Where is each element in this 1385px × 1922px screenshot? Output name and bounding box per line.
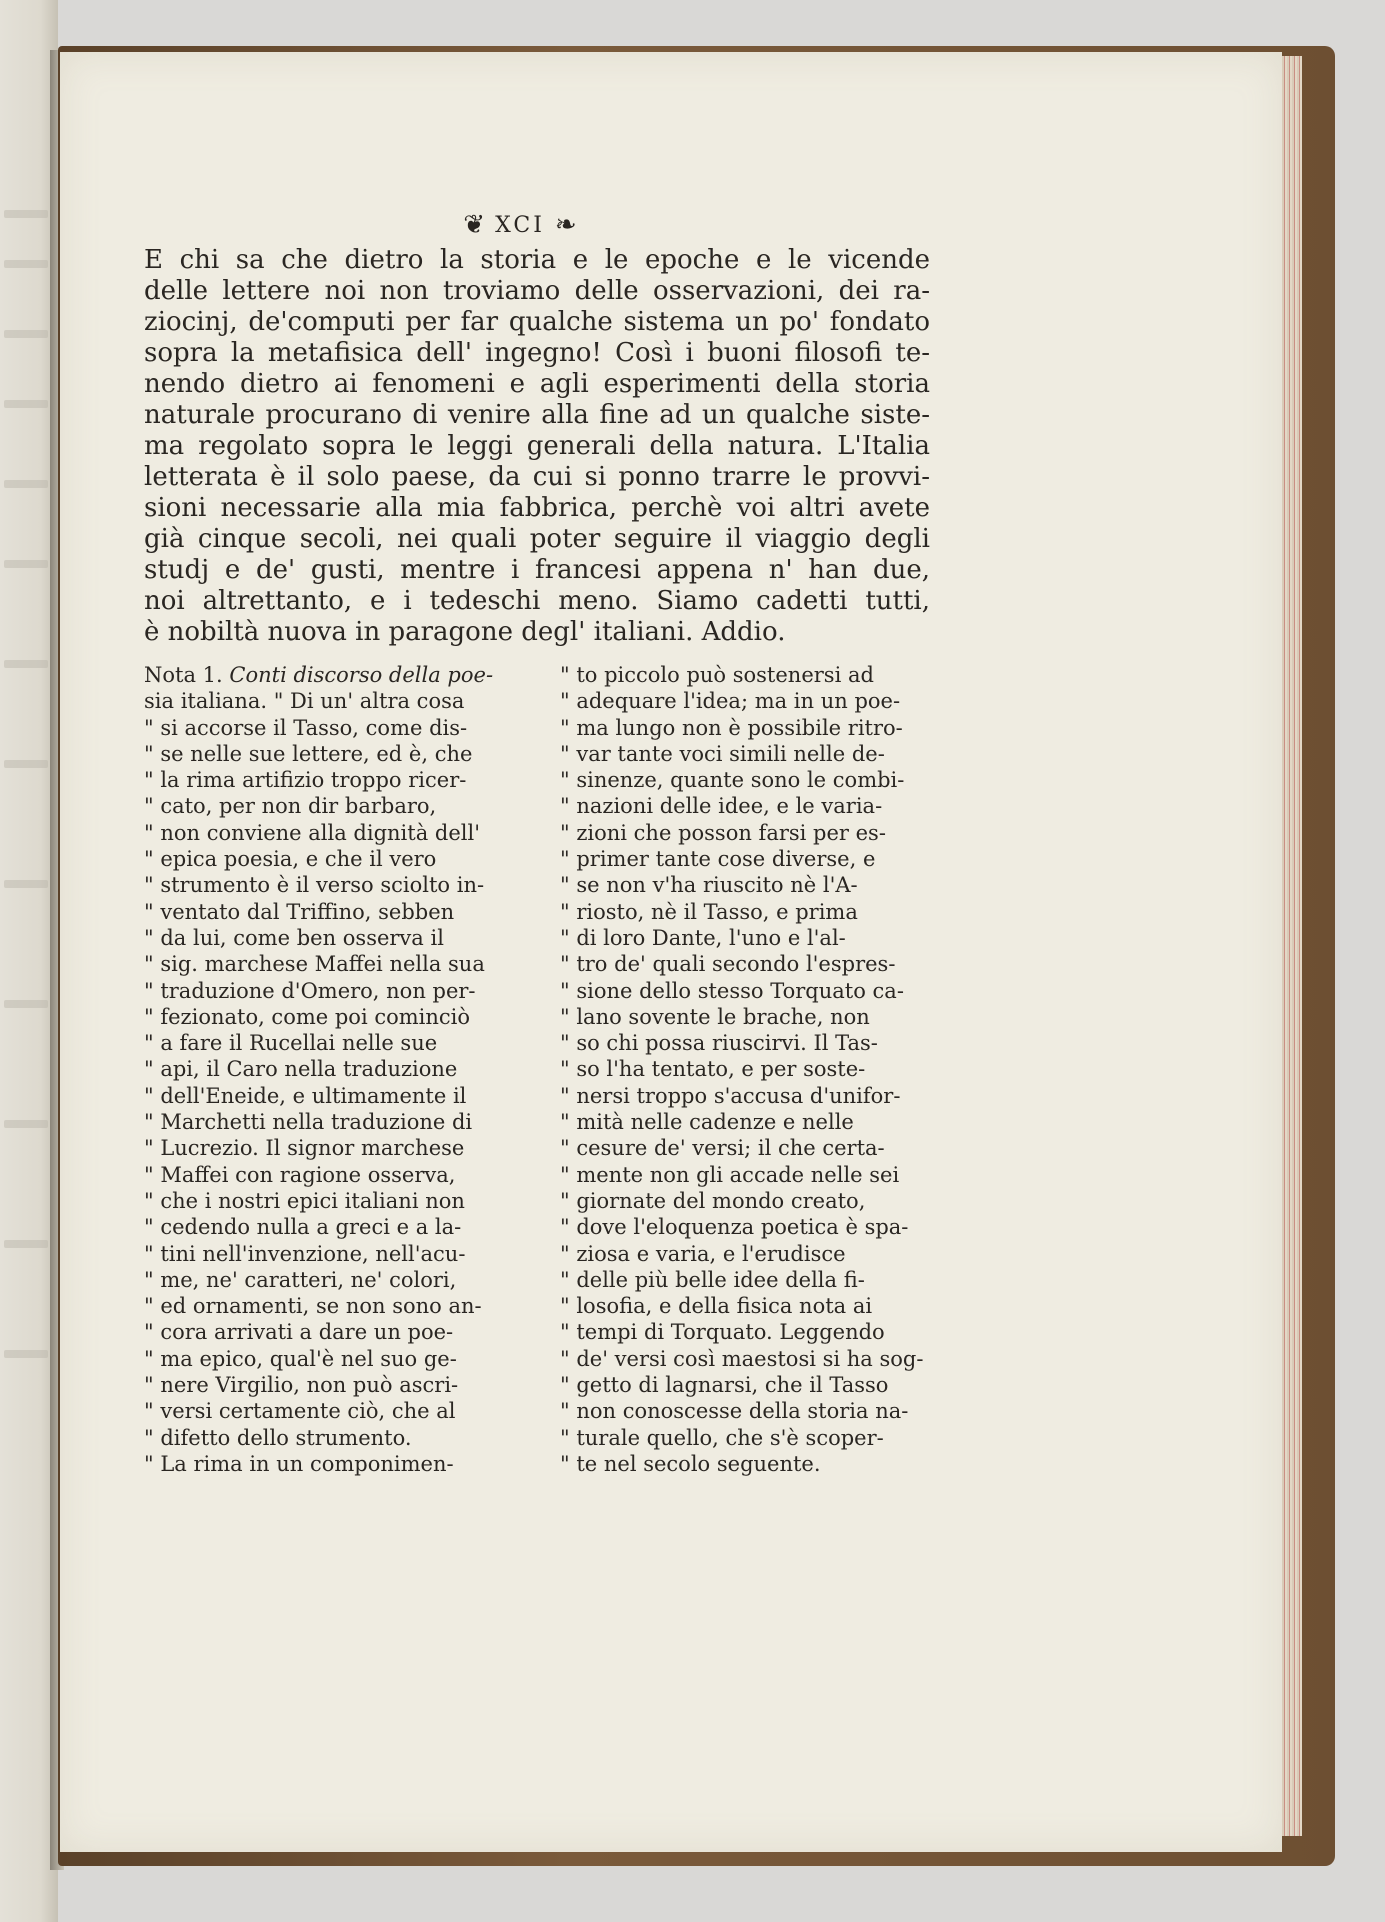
footnote-line: " epica poesia, e che il vero [144, 847, 437, 872]
footnote-line: " so chi possa riuscirvi. Il Tas- [560, 1031, 878, 1056]
footnote-line: " cora arrivati a dare un poe- [144, 1320, 454, 1345]
bleed-through-mark [4, 880, 48, 888]
footnote-line: " de' versi così maestosi si ha sog- [560, 1346, 924, 1371]
text-line: già cinque secoli, nei quali poter seguire il viaggio degli [144, 524, 930, 554]
footnote-line: " turale quello, che s'è scoper- [560, 1425, 884, 1450]
fleuron-left-icon: ❦ [463, 210, 486, 240]
footnote-line: " riosto, nè il Tasso, e prima [560, 899, 858, 924]
footnote-line: " cedendo nulla a greci e a la- [144, 1215, 462, 1240]
footnote-line: " difetto dello strumento. [144, 1425, 412, 1450]
bleed-through-mark [4, 1000, 48, 1008]
bleed-through-mark [4, 760, 48, 768]
text-line: ziocinj, de'computi per far qualche sistema un po' fondato [144, 307, 930, 337]
footnote-line: " cato, per non dir barbaro, [144, 794, 437, 819]
footnote-line: " ma lungo non è possibile ritro- [560, 715, 903, 740]
footnote-line: " losofia, e della fisica nota ai [560, 1294, 873, 1319]
footnote-line: " strumento è il verso sciolto in- [144, 873, 485, 898]
footnote-line: " sione dello stesso Torquato ca- [560, 978, 904, 1003]
text-line: sioni necessarie alla mia fabbrica, perchè voi altri avete [144, 493, 930, 523]
bleed-through-mark [4, 1240, 48, 1248]
footnote-line: " te nel secolo seguente. [560, 1451, 821, 1476]
footnote-line: " me, ne' caratteri, ne' colori, [144, 1267, 457, 1292]
text-line: sopra la metafisica dell' ingegno! Così i buoni filosofi te- [144, 338, 930, 368]
bleed-through-mark [4, 1350, 48, 1358]
footnote-heading [144, 662, 544, 688]
text-line: E chi sa che dietro la storia e le epoche e le vicende [144, 245, 930, 275]
footnote-line: " che i nostri epici italiani non [144, 1188, 465, 1213]
bleed-through-mark [4, 260, 48, 268]
footnote-line: " tro de' quali secondo l'espres- [560, 952, 896, 977]
footnote-right-column [560, 662, 960, 1477]
text-line: naturale procurano di venire alla fine ad un qualche siste- [144, 400, 930, 430]
footnote-line: " lano sovente le brache, non [560, 1004, 870, 1029]
text-line: è nobiltà nuova in paragone degl' italiani. Addio. [144, 617, 786, 647]
bleed-through-mark [4, 1120, 48, 1128]
main-paragraph [144, 245, 930, 648]
page-number: XCI [495, 212, 545, 238]
footnote-line: " cesure de' versi; il che certa- [560, 1136, 885, 1161]
footnote-line: " se nelle sue lettere, ed è, che [144, 741, 473, 766]
footnote-line: " tini nell'invenzione, nell'acu- [144, 1241, 466, 1266]
footnote-line: " ziosa e varia, e l'erudisce [560, 1241, 846, 1266]
footnote-line: " Maffei con ragione osserva, [144, 1162, 456, 1187]
text-line: nendo dietro ai fenomeni e agli esperimenti della storia [144, 369, 930, 399]
footnote-line: " mità nelle cadenze e nelle [560, 1110, 854, 1135]
bleed-through-mark [4, 480, 48, 488]
footnote-line: " zioni che posson farsi per es- [560, 820, 886, 845]
footnote-line: " Marchetti nella traduzione di [144, 1110, 473, 1135]
text-line: letterata è il solo paese, da cui si ponno trarre le provvi- [144, 462, 930, 492]
text-line: studj e de' gusti, mentre i francesi appena n' han due, [144, 555, 930, 585]
footnote-line: " a fare il Rucellai nelle sue [144, 1031, 438, 1056]
footnote-line: " di loro Dante, l'uno e l'al- [560, 925, 846, 950]
footnote-line: " la rima artifizio troppo ricer- [144, 768, 467, 793]
footnote-line: " non conviene alla dignità dell' [144, 820, 480, 845]
bleed-through-mark [4, 660, 48, 668]
footnote-label: Nota 1. [144, 663, 223, 687]
footnote-line: " non conoscesse della storia na- [560, 1399, 909, 1424]
footnote-line: " ma epico, qual'è nel suo ge- [144, 1346, 457, 1371]
footnote-left-column [144, 662, 544, 1477]
footnote-line: " ed ornamenti, se non sono an- [144, 1294, 482, 1319]
fleuron-right-icon: ❧ [554, 210, 577, 240]
footnote-line: sia italiana. " Di un' altra cosa [144, 689, 465, 714]
footnote-line: " adequare l'idea; ma in un poe- [560, 689, 901, 714]
footnote-source-title: Conti discorso della poe- [229, 663, 494, 687]
footnote-line: " Lucrezio. Il signor marchese [144, 1136, 465, 1161]
footnote-line: " dell'Eneide, e ultimamente il [144, 1083, 467, 1108]
bleed-through-mark [4, 560, 48, 568]
footnote-line: " api, il Caro nella traduzione [144, 1057, 458, 1082]
text-line: delle lettere noi non troviamo delle osservazioni, dei ra- [144, 276, 930, 306]
footnote-line: " sig. marchese Maffei nella sua [144, 952, 485, 977]
footnote-line: " dove l'eloquenza poetica è spa- [560, 1215, 909, 1240]
text-line: ma regolato sopra le leggi generali della natura. L'Italia [144, 431, 930, 461]
footnote-line: " ventato dal Triffino, sebben [144, 899, 455, 924]
footnote-line: " se non v'ha riuscito nè l'A- [560, 873, 858, 898]
footnote-line: " nere Virgilio, non può ascri- [144, 1373, 459, 1398]
footnote-line: " to piccolo può sostenersi ad [560, 663, 874, 687]
footnote-line: " fezionato, come poi cominciò [144, 1004, 471, 1029]
text-line: noi altrettanto, e i tedeschi meno. Siamo cadetti tutti, [144, 586, 930, 616]
footnote-line: " getto di lagnarsi, che il Tasso [560, 1373, 889, 1398]
footnote-line: " mente non gli accade nelle sei [560, 1162, 900, 1187]
footnote-line: " versi certamente ciò, che al [144, 1399, 456, 1424]
footnote-line: " si accorse il Tasso, come dis- [144, 715, 468, 740]
footnote-line: " nersi troppo s'accusa d'unifor- [560, 1083, 901, 1108]
bleed-through-mark [4, 330, 48, 338]
page-header [410, 208, 630, 242]
footnote-line: " sinenze, quante sono le combi- [560, 768, 905, 793]
footnote-line: " primer tante cose diverse, e [560, 847, 876, 872]
footnote-line: " nazioni delle idee, e le varia- [560, 794, 883, 819]
footnote-line: " La rima in un componimen- [144, 1451, 454, 1476]
bleed-through-mark [4, 210, 48, 218]
footnote-line: " giornate del mondo creato, [560, 1188, 866, 1213]
footnote-line: " delle più belle idee della fi- [560, 1267, 865, 1292]
footnote-line: " traduzione d'Omero, non per- [144, 978, 476, 1003]
bleed-through-mark [4, 400, 48, 408]
footnote-line: " tempi di Torquato. Leggendo [560, 1320, 885, 1345]
footnote-line: " da lui, come ben osserva il [144, 925, 444, 950]
footnote-line: " so l'ha tentato, e per soste- [560, 1057, 866, 1082]
footnote-line: " var tante voci simili nelle de- [560, 741, 885, 766]
